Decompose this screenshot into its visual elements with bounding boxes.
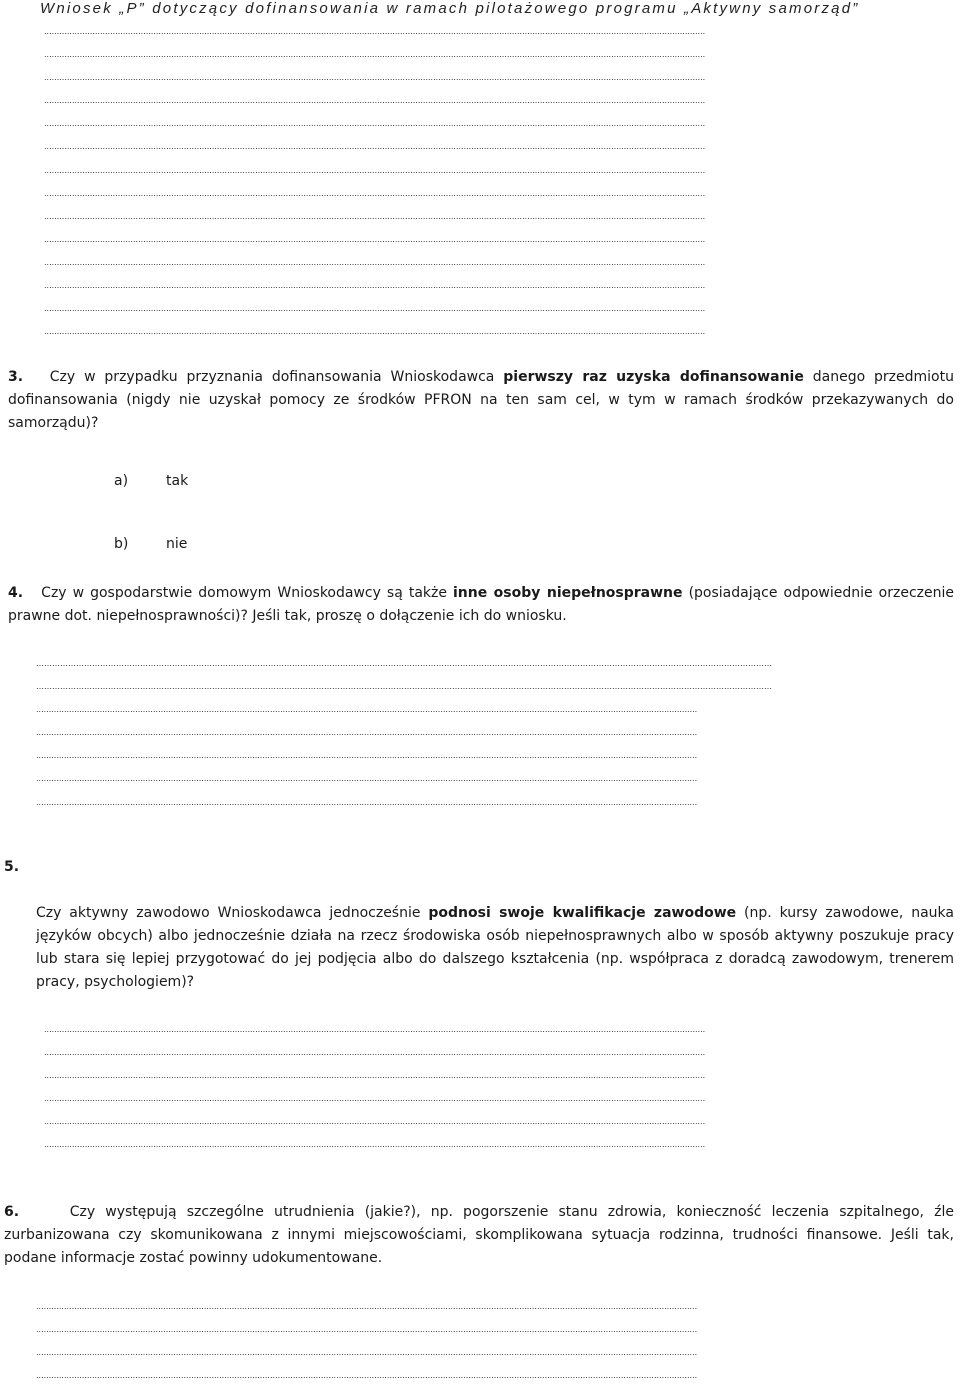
option-b-text: nie — [166, 536, 188, 552]
question-4 — [8, 582, 954, 628]
question-4-number: 4. — [8, 585, 24, 601]
answer-line: .................................................................................................................................................................................................................................................................... — [44, 27, 706, 36]
answer-line: .................................................................................................................................................................................................................................................................... — [36, 705, 698, 715]
document-header: Wniosek „P” dotyczący dofinansowania w ramach pilotażowego programu „Aktywny samorząd” — [40, 0, 860, 17]
answer-line: .................................................................................................................................................................................................................................................................... — [44, 188, 706, 198]
question-6 — [4, 1201, 954, 1270]
answer-lines-q4 — [36, 652, 948, 814]
answer-lines-q6 — [36, 1295, 948, 1387]
answer-line: .................................................................................................................................................................................................................................................................... — [44, 281, 706, 291]
question-4-text-2: (posiadające odpowiednie orzeczenie prawne dot. niepełnosprawności)? Jeśli tak, proszę o dołączenie ich do wniosku. — [8, 585, 954, 624]
question-5-text-1: Czy aktywny zawodowo Wnioskodawca jednocześnie — [36, 905, 429, 921]
question-4-text-1: Czy w gospodarstwie domowym Wnioskodawcy są także — [41, 585, 453, 601]
question-5-text-2: (np. kursy zawodowe, nauka języków obcych) albo jednocześnie działa na rzecz środowiska osób niepełnosprawnych albo w sposób aktywny poszukuje pracy lub stara się lepiej przygotować do jej podjęcia albo do dalszego kształcenia (np. współpraca z doradcą zawodowym, trenerem pracy, psychologiem)? — [36, 905, 954, 990]
question-4-emphasis: inne osoby niepełnosprawne — [453, 585, 683, 601]
answer-line: .................................................................................................................................................................................................................................................................... — [44, 1117, 706, 1127]
answer-line: .................................................................................................................................................................................................................................................................... — [44, 73, 706, 83]
answer-line: .................................................................................................................................................................................................................................................................... — [44, 119, 706, 129]
option-b-label: b) — [114, 536, 129, 552]
question-3-number: 3. — [8, 369, 24, 385]
answer-line: …………………………………………………………………………………………………………………………………………………………………………………………………………………………………………………… — [36, 682, 772, 692]
answer-line: .................................................................................................................................................................................................................................................................... — [44, 327, 706, 337]
question-3-emphasis: pierwszy raz uzyska dofinansowanie — [503, 369, 804, 385]
question-6-text: Czy występują szczególne utrudnienia (jakie?), np. pogorszenie stanu zdrowia, konieczność leczenia szpitalnego, źle zurbanizowana czy skomunikowana z innymi miejscowościami, skomplikowana sytuacja rodzinna, trudności finansowe. Jeśli tak, podane informacje zostać powinny udokumentowane. — [4, 1204, 954, 1266]
question-5 — [36, 902, 954, 994]
question-3-text-1: Czy w przypadku przyznania dofinansowania Wnioskodawca — [49, 369, 504, 385]
answer-line: .................................................................................................................................................................................................................................................................... — [44, 1094, 706, 1104]
question-5-emphasis: podnosi swoje kwalifikacje zawodowe — [428, 905, 737, 921]
option-b[interactable] — [114, 536, 187, 552]
answer-line: .................................................................................................................................................................................................................................................................... — [44, 1025, 706, 1034]
answer-line: .................................................................................................................................................................................................................................................................... — [44, 165, 706, 175]
answer-line: .................................................................................................................................................................................................................................................................... — [44, 211, 706, 221]
question-3-text-2: danego przedmiotu dofinansowania (nigdy nie uzyskał pomocy ze środków PFRON na ten sam cel, w tym w ramach środków przekazywanych do samorządu)? — [8, 369, 954, 431]
answer-line: .................................................................................................................................................................................................................................................................... — [44, 50, 706, 60]
answer-line: .................................................................................................................................................................................................................................................................... — [36, 774, 698, 784]
question-6-number: 6. — [4, 1204, 20, 1220]
answer-line: .................................................................................................................................................................................................................................................................... — [36, 1371, 698, 1381]
answer-line: .................................................................................................................................................................................................................................................................... — [44, 234, 706, 244]
answer-line: .................................................................................................................................................................................................................................................................... — [44, 1071, 706, 1081]
option-a[interactable] — [114, 473, 188, 489]
option-a-label: a) — [114, 473, 129, 489]
answer-line: .................................................................................................................................................................................................................................................................... — [44, 1048, 706, 1058]
answer-line: .................................................................................................................................................................................................................................................................... — [44, 304, 706, 314]
question-3 — [8, 366, 954, 435]
answer-lines-q5 — [44, 1018, 950, 1157]
answer-line: .................................................................................................................................................................................................................................................................... — [36, 751, 698, 761]
answer-line: .................................................................................................................................................................................................................................................................... — [36, 728, 698, 738]
answer-line: .................................................................................................................................................................................................................................................................... — [36, 1348, 698, 1358]
answer-line: …………………………………………………………………………………………………………………………………………………………………………………………………………………………………………………… — [36, 659, 772, 668]
answer-line: .................................................................................................................................................................................................................................................................... — [36, 1325, 698, 1335]
answer-line: .................................................................................................................................................................................................................................................................... — [44, 96, 706, 106]
question-5-number-block — [4, 856, 19, 879]
answer-line: .................................................................................................................................................................................................................................................................... — [44, 257, 706, 267]
answer-line: .................................................................................................................................................................................................................................................................... — [36, 797, 698, 807]
answer-line: .................................................................................................................................................................................................................................................................... — [36, 1302, 698, 1311]
answer-line: .................................................................................................................................................................................................................................................................... — [44, 142, 706, 152]
answer-line: .................................................................................................................................................................................................................................................................... — [44, 1140, 706, 1150]
option-a-text: tak — [166, 473, 189, 489]
answer-lines-top — [44, 20, 942, 343]
question-5-number: 5. — [4, 859, 20, 875]
